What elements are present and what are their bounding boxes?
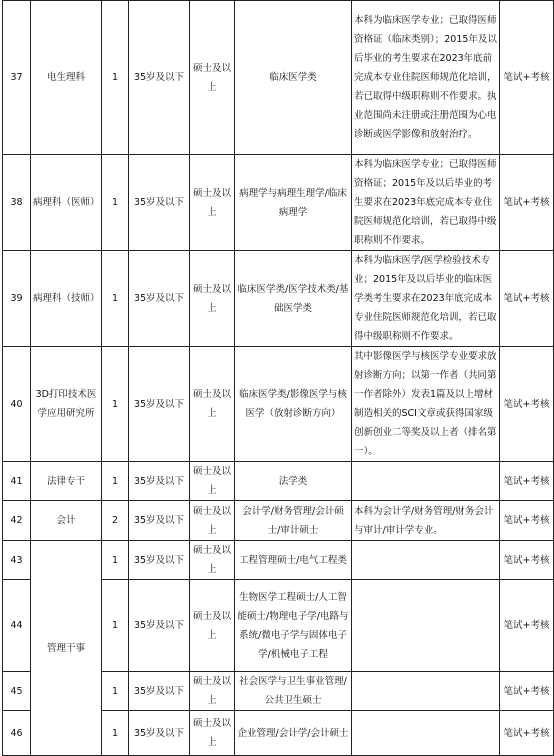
degree: 硕士及以上 (190, 347, 235, 462)
table-row (3, 251, 554, 347)
major: 工程管理硕士/电气工程类 (235, 541, 352, 580)
age-limit: 35岁及以下 (129, 462, 190, 501)
major: 临床医学类 (235, 1, 352, 155)
age-limit: 35岁及以下 (129, 580, 190, 672)
degree: 硕士及以上 (190, 155, 235, 251)
headcount: 1 (102, 251, 129, 347)
exam-method: 笔试+考核 (500, 501, 554, 541)
requirements (352, 580, 500, 672)
age-limit: 35岁及以下 (129, 672, 190, 711)
major: 社会医学与卫生事业管理/公共卫生硕士 (235, 672, 352, 711)
headcount: 1 (102, 711, 129, 756)
row-number: 41 (3, 462, 31, 501)
degree: 硕士及以上 (190, 580, 235, 672)
exam-method: 笔试+考核 (500, 541, 554, 580)
requirements (352, 541, 500, 580)
degree: 硕士及以上 (190, 462, 235, 501)
degree: 硕士及以上 (190, 541, 235, 580)
row-number: 44 (3, 580, 31, 672)
headcount: 1 (102, 672, 129, 711)
row-number: 43 (3, 541, 31, 580)
major: 生物医学工程硕士/人工智能硕士/物理电子学/电路与系统/微电子学与固体电子学/机械电子工程 (235, 580, 352, 672)
degree: 硕士及以上 (190, 501, 235, 541)
department: 电生理科 (31, 1, 102, 155)
row-number: 42 (3, 501, 31, 541)
table-row (3, 347, 554, 462)
headcount: 1 (102, 541, 129, 580)
age-limit: 35岁及以下 (129, 155, 190, 251)
age-limit: 35岁及以下 (129, 251, 190, 347)
table-row (3, 1, 554, 155)
degree: 硕士及以上 (190, 1, 235, 155)
headcount: 1 (102, 155, 129, 251)
age-limit: 35岁及以下 (129, 541, 190, 580)
age-limit: 35岁及以下 (129, 501, 190, 541)
requirements: 其中影像医学与核医学专业要求放射诊断方向；以第一作者（共同第一作者除外）发表1篇及以上增材制造相关的SCI文章或获得国家级创新创业二等奖及以上者（排名第一）。 (352, 347, 500, 462)
row-number: 38 (3, 155, 31, 251)
major: 临床医学类/影像医学与核医学（放射诊断方向） (235, 347, 352, 462)
row-number: 40 (3, 347, 31, 462)
exam-method: 笔试+考核 (500, 347, 554, 462)
major: 病理学与病理生理学/临床病理学 (235, 155, 352, 251)
degree: 硕士及以上 (190, 672, 235, 711)
headcount: 1 (102, 462, 129, 501)
age-limit: 35岁及以下 (129, 711, 190, 756)
table-row (3, 501, 554, 541)
major: 会计学/财务管理/会计硕士/审计硕士 (235, 501, 352, 541)
exam-method: 笔试+考核 (500, 155, 554, 251)
requirements: 本科为临床医学专业；已取得医师资格证；2015年及以后毕业的考生要求在2023年底完成本专业住院医师规范化培训，若已取得中级职称则不作要求。 (352, 155, 500, 251)
exam-method: 笔试+考核 (500, 672, 554, 711)
row-number: 37 (3, 1, 31, 155)
department: 会计 (31, 501, 102, 541)
requirements: 本科为临床医学专业；已取得医师资格证（临床类别）；2015年及以后毕业的考生要求在2023年底前完成本专业住院医师规范化培训，若已取得中级职称则不作要求。执业范围尚未注册或注册范围为心电诊断或医学影像和放射治疗。 (352, 1, 500, 155)
department: 病理科（技师） (31, 251, 102, 347)
row-number: 39 (3, 251, 31, 347)
headcount: 1 (102, 580, 129, 672)
requirements (352, 711, 500, 756)
exam-method: 笔试+考核 (500, 711, 554, 756)
requirements (352, 462, 500, 501)
exam-method: 笔试+考核 (500, 462, 554, 501)
headcount: 1 (102, 347, 129, 462)
age-limit: 35岁及以下 (129, 1, 190, 155)
department: 法律专干 (31, 462, 102, 501)
major: 法学类 (235, 462, 352, 501)
headcount: 1 (102, 1, 129, 155)
table-row (3, 541, 554, 580)
requirements: 本科为会计学/财务管理/财务会计与审计/审计学专业。 (352, 501, 500, 541)
exam-method: 笔试+考核 (500, 1, 554, 155)
degree: 硕士及以上 (190, 251, 235, 347)
row-number: 46 (3, 711, 31, 756)
table-row (3, 462, 554, 501)
department: 病理科（医师） (31, 155, 102, 251)
major: 企业管理/会计学/会计硕士 (235, 711, 352, 756)
exam-method: 笔试+考核 (500, 251, 554, 347)
degree: 硕士及以上 (190, 711, 235, 756)
requirements (352, 672, 500, 711)
requirements: 本科为临床医学/医学检验技术专业；2015年及以后毕业的临床医学类考生要求在2023年底完成本专业住院医师规范化培训，若已取得中级职称则不作要求。 (352, 251, 500, 347)
age-limit: 35岁及以下 (129, 347, 190, 462)
major: 临床医学类/医学技术类/基础医学类 (235, 251, 352, 347)
exam-method: 笔试+考核 (500, 580, 554, 672)
recruitment-table (2, 0, 554, 756)
headcount: 2 (102, 501, 129, 541)
row-number: 45 (3, 672, 31, 711)
department-merged: 管理干事 (31, 541, 102, 756)
table-row (3, 155, 554, 251)
department: 3D打印技术医学应用研究所 (31, 347, 102, 462)
